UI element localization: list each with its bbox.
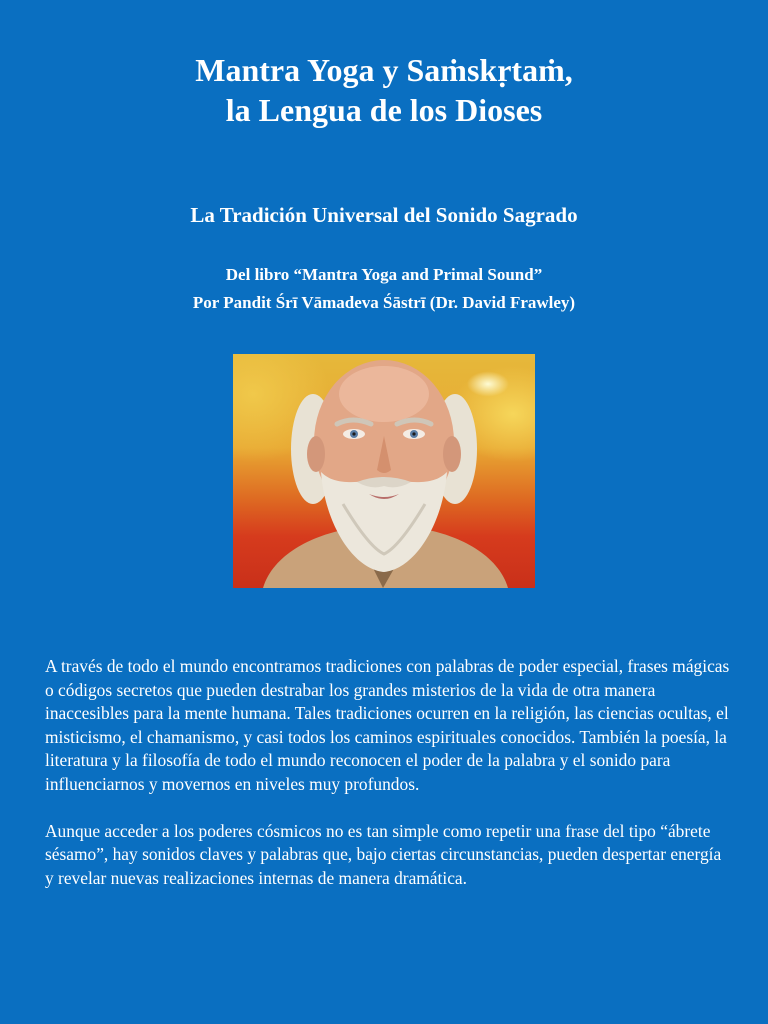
- page-subtitle: La Tradición Universal del Sonido Sagrado: [190, 203, 578, 227]
- body-text: [45, 655, 730, 914]
- title-line-2: la Lengua de los Dioses: [225, 92, 543, 128]
- author-portrait-photo: [233, 354, 535, 588]
- paragraph-2: Aunque acceder a los poderes cósmicos no es tan simple como repetir una frase del tipo “ábrete sésamo”, hay sonidos claves y palabras que, bajo ciertas circunstancias, pueden despertar energía y revelar nuevas realizaciones internas de manera dramática.: [45, 820, 722, 888]
- paragraph-1: A través de todo el mundo encontramos tradiciones con palabras de poder especial, frases mágicas o códigos secretos que pueden destrabar los grandes misterios de la vida de otra manera inaccesibles para la mente humana. Tales tradiciones ocurren en la religión, las ciencias ocultas, el misticismo, el chamanismo, y casi todos los caminos espirituales conocidos. También la poesía, la literatura y la filosofía de todo el mundo reconocen el poder de la palabra y el sonido para influenciarnos y movernos en niveles muy profundos.: [45, 656, 730, 794]
- author-line: Por Pandit Śrī Vāmadeva Śāstrī (Dr. David Frawley): [192, 293, 576, 312]
- book-source-line: Del libro “Mantra Yoga and Primal Sound”: [225, 265, 543, 284]
- page-title: [0, 50, 768, 130]
- byline: [0, 261, 768, 317]
- portrait-illustration: [233, 354, 535, 588]
- title-line-1: Mantra Yoga y Saṁskṛtaṁ,: [195, 52, 573, 88]
